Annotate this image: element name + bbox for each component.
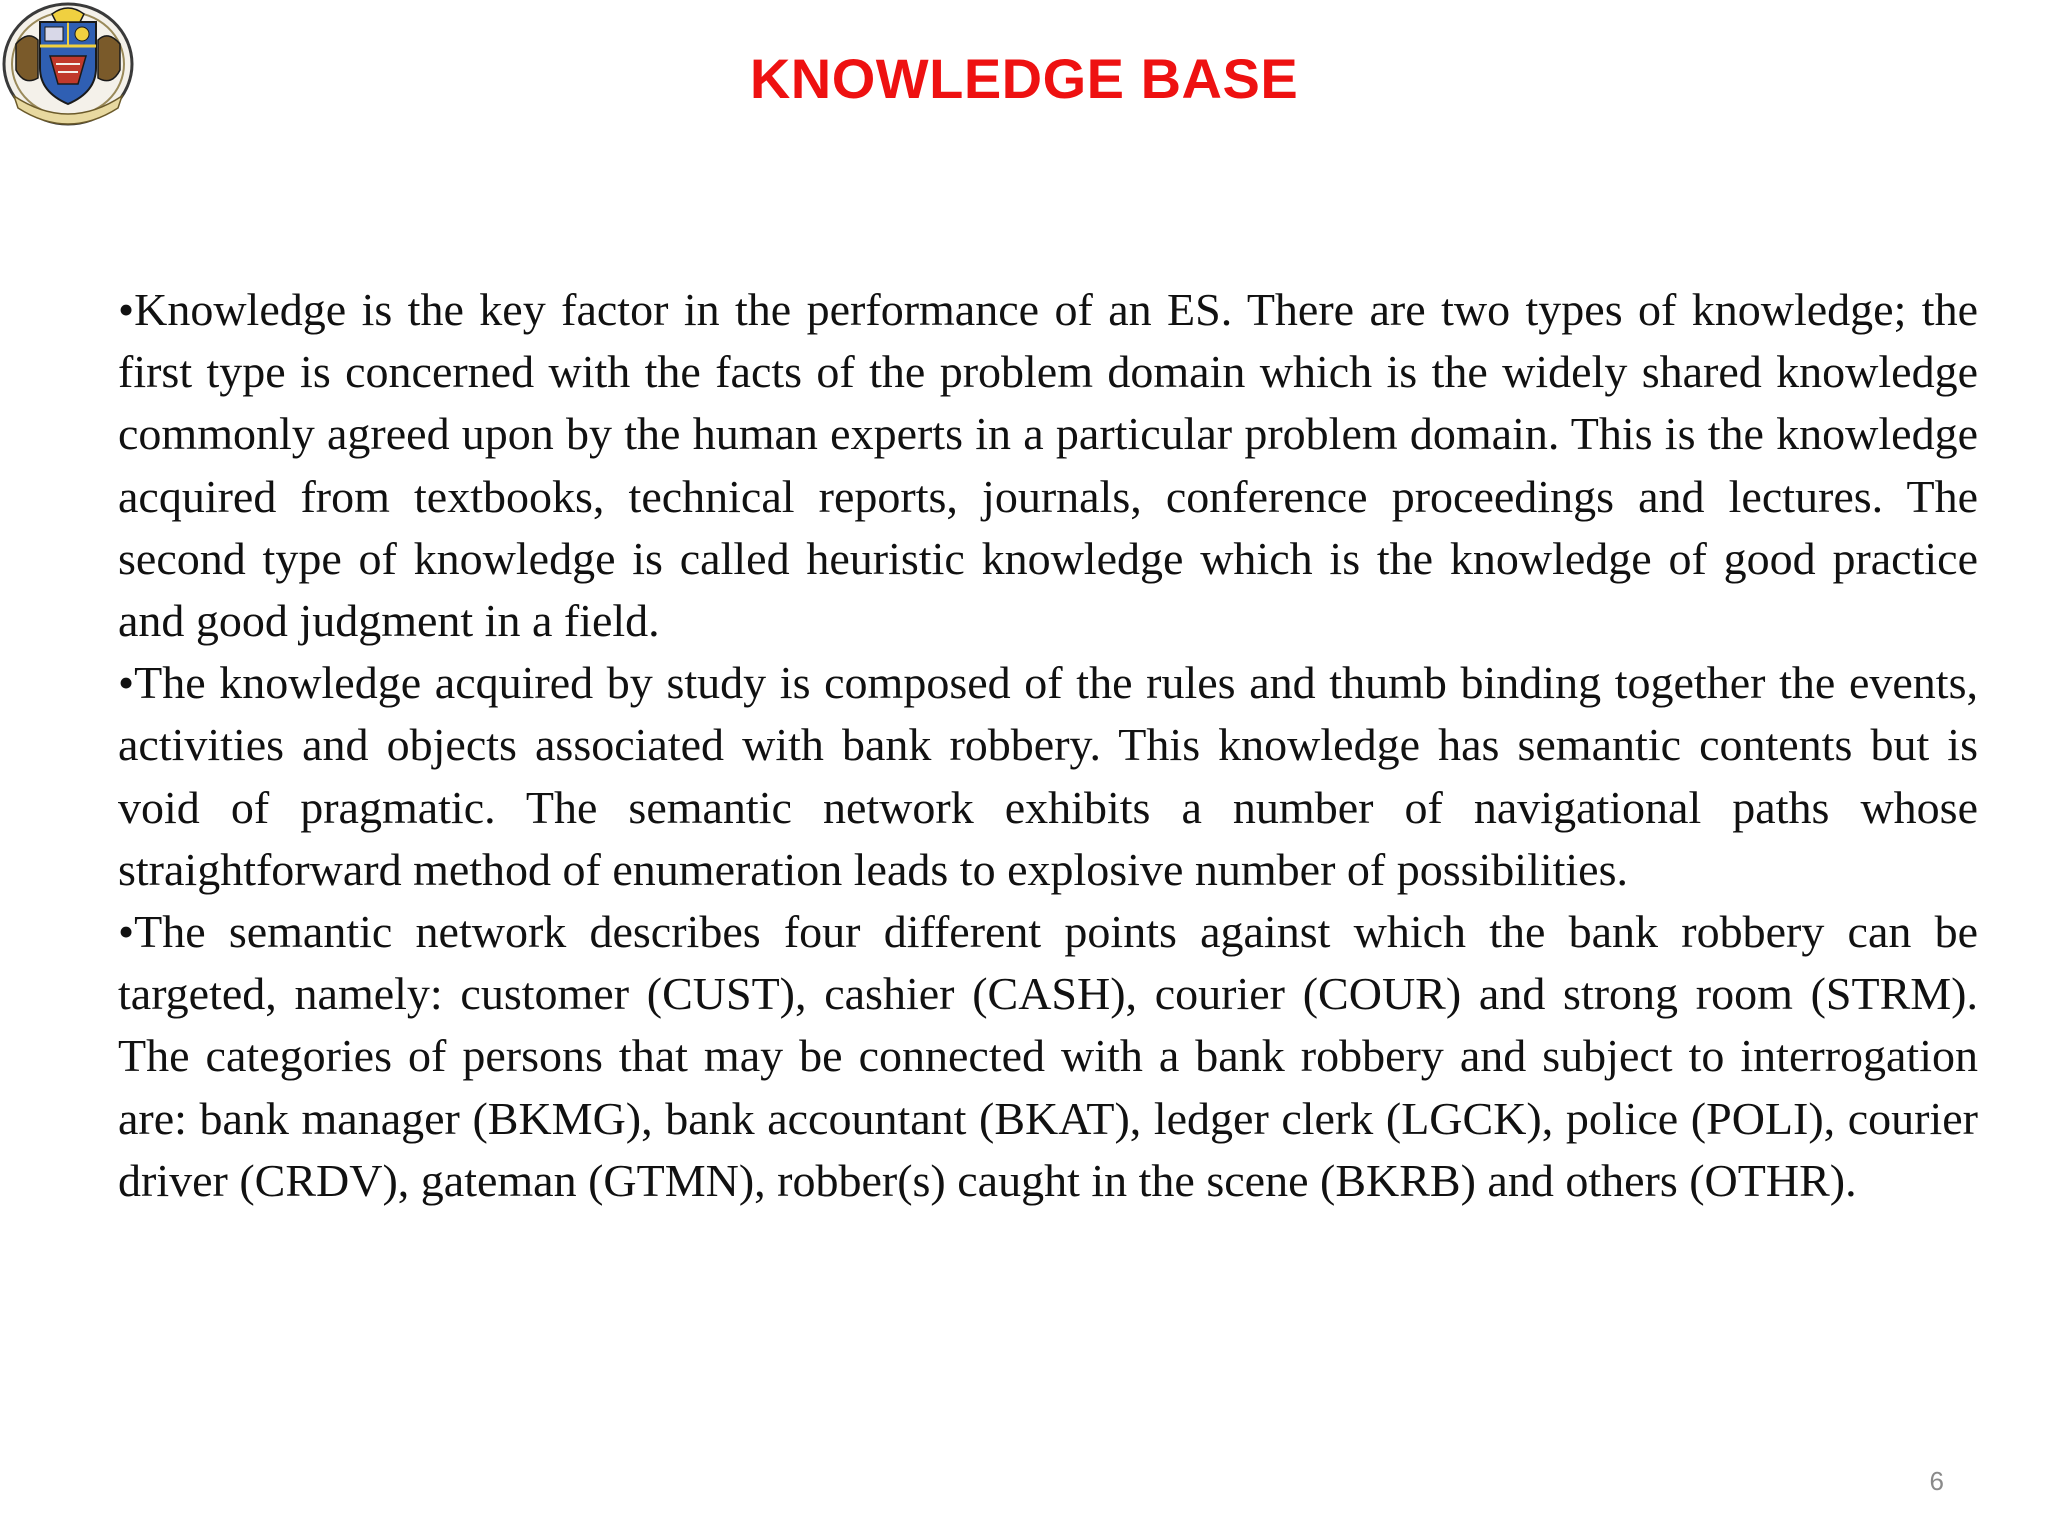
paragraph-knowledge-types: •Knowledge is the key factor in the performance of an ES. There are two types of knowledge; the first type is concerned with the facts of the problem domain which is the widely shared knowledge commonly agreed upon by the human experts in a particular problem domain. This is the knowledge acquired from textbooks, technical reports, journals, conference proceedings and lectures. The second type of knowledge is called heuristic knowledge which is the knowledge of good practice and good judgment in a field. [118, 284, 1978, 647]
slide-body [118, 279, 1978, 1212]
paragraph-knowledge-study: •The knowledge acquired by study is composed of the rules and thumb binding together the events, activities and objects associated with bank robbery. This knowledge has semantic contents but is void of pragmatic. The semantic network exhibits a number of navigational paths whose straightforward method of enumeration leads to explosive number of possibilities. [118, 657, 1978, 895]
page-number: 6 [1929, 1466, 1944, 1496]
page-title: KNOWLEDGE BASE [749, 47, 1299, 110]
paragraph-semantic-network: •The semantic network describes four different points against which the bank robbery can be targeted, namely: customer (CUST), cashier (CASH), courier (COUR) and strong room (STRM). The categories of persons that may be connected with a bank robbery and subject to interrogation are: bank manager (BKMG), bank accountant (BKAT), ledger clerk (LGCK), police (POLI), courier driver (CRDV), gateman (GTMN), robber(s) caught in the scene (BKRB) and others (OTHR). [118, 906, 1978, 1206]
